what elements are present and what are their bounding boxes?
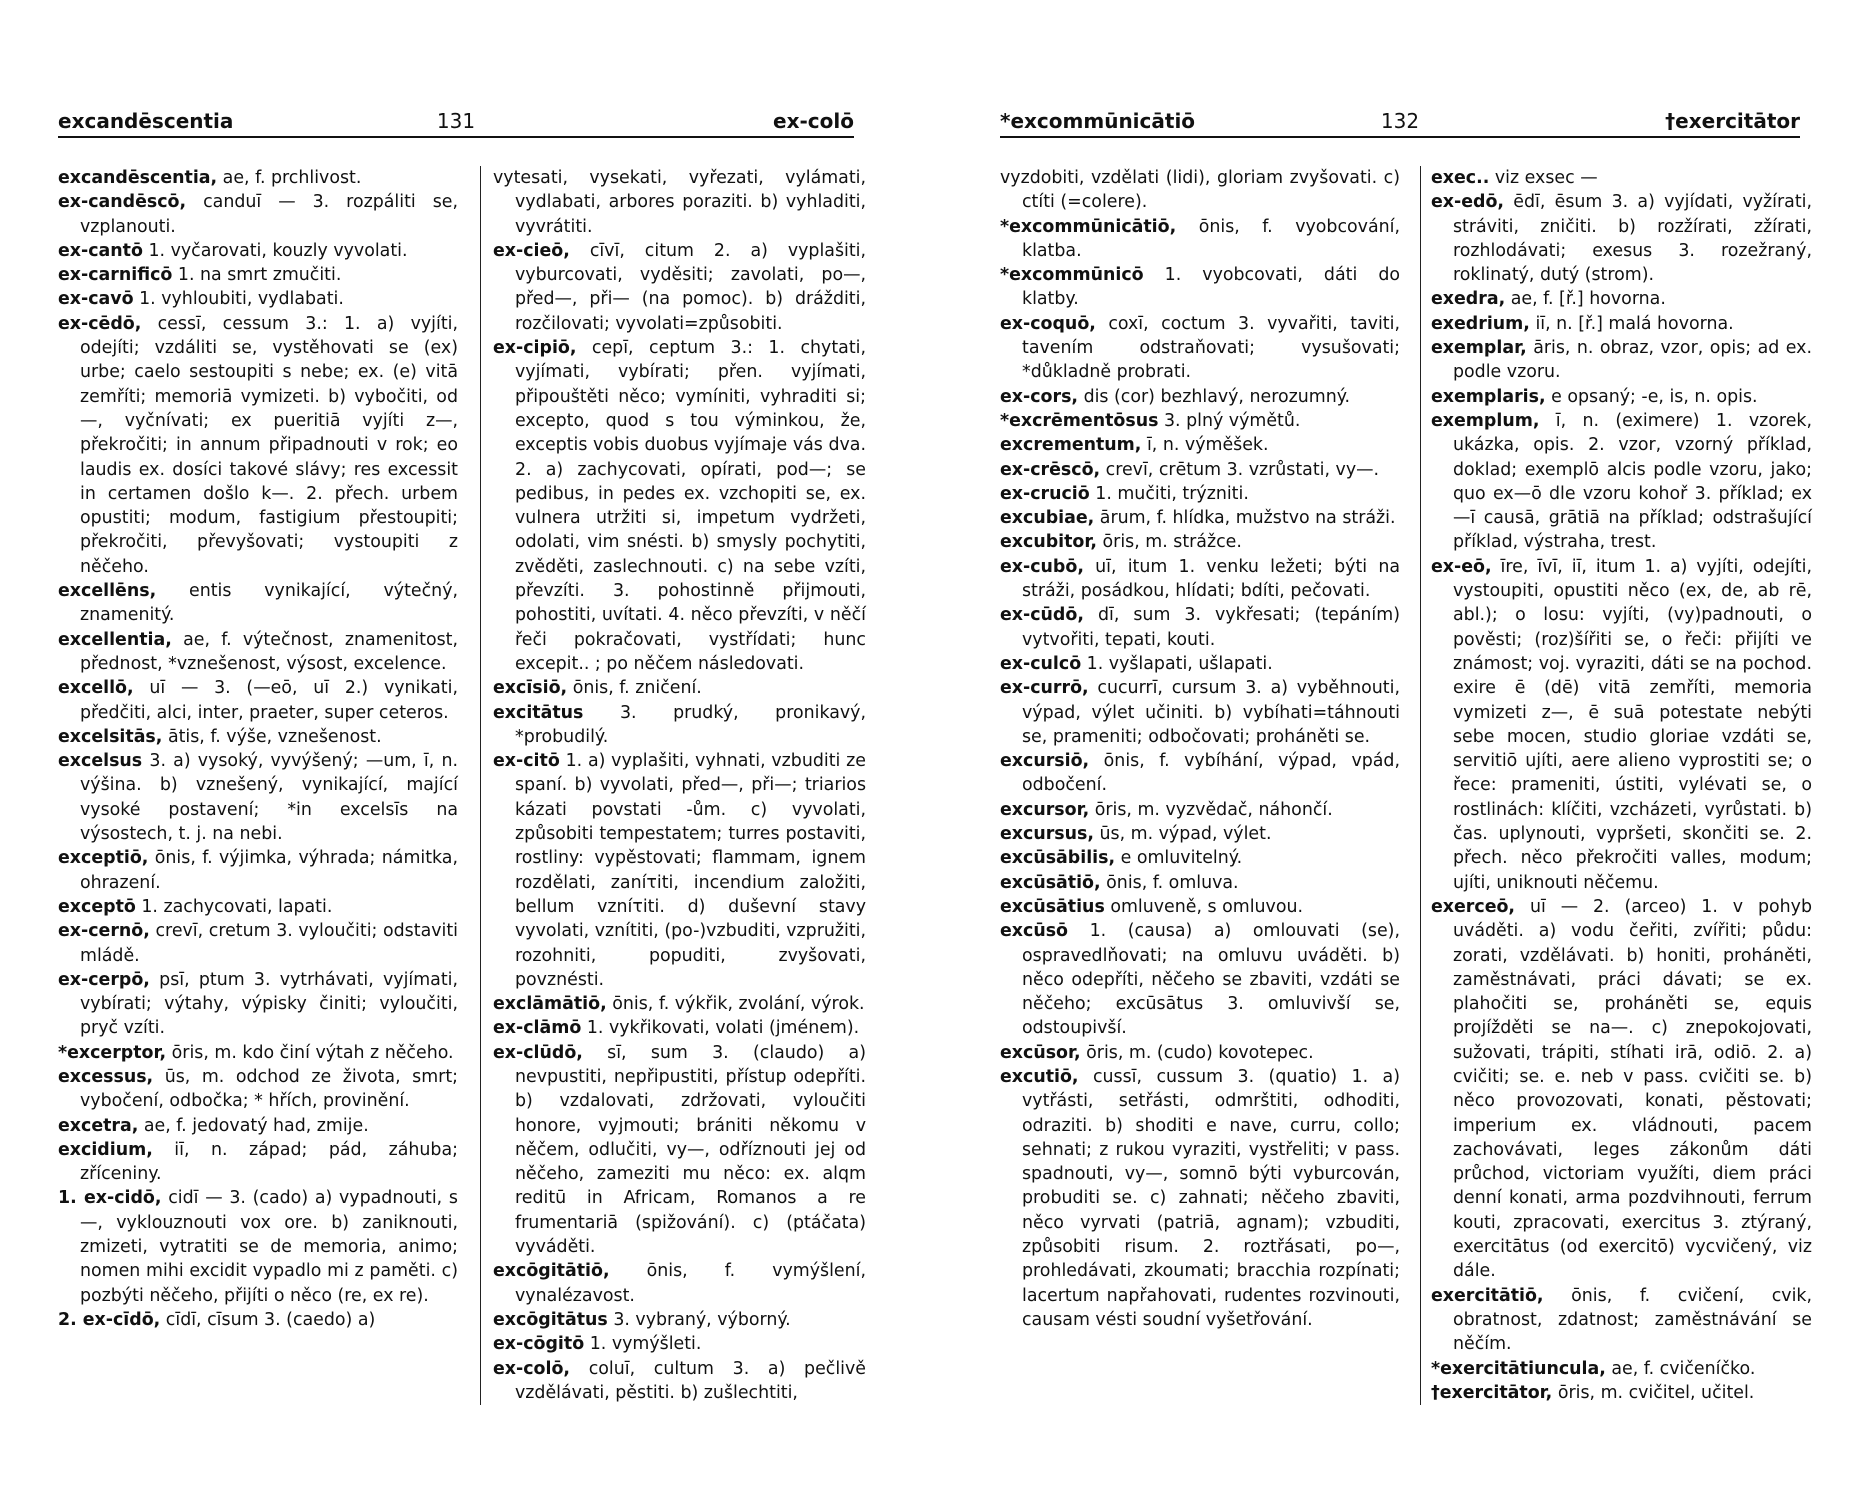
dictionary-entry xyxy=(493,701,866,750)
entry-definition: iī, n. [ř.] malá hovorna. xyxy=(1535,313,1734,334)
entry-headword: ex-cavō xyxy=(58,289,134,310)
dictionary-entry xyxy=(58,749,458,846)
dictionary-entry xyxy=(1000,482,1400,506)
entry-definition: 1. mučiti, trýzniti. xyxy=(1095,483,1249,504)
entry-headword: excūsātius xyxy=(1000,896,1105,917)
dictionary-entry xyxy=(1000,749,1400,798)
dictionary-entry xyxy=(1000,603,1400,652)
entry-definition: vyzdobiti, vzdělati (lidi), gloriam zvyšovati. c) ctíti (=colere). xyxy=(1000,168,1400,213)
entry-headword: ex-edō, xyxy=(1431,192,1505,213)
entry-headword: ex-candēscō, xyxy=(58,192,187,213)
entry-headword: excursor, xyxy=(1000,799,1090,820)
entry-definition: ūs, m. výpad, výlet. xyxy=(1099,824,1272,845)
dictionary-entry xyxy=(58,263,458,287)
entry-definition: āris, n. obraz, vzor, opis; ad ex. podle vzoru. xyxy=(1453,338,1813,383)
dictionary-entry xyxy=(58,895,458,919)
entry-definition: dis (cor) bezhlavý, nerozumný. xyxy=(1083,386,1351,407)
entry-definition: 1. vyhloubiti, vydlabati. xyxy=(139,289,344,310)
entry-definition: 1. (causa) a) omlouvati (se), ospravedlňovati; na omluvu uváděti. b) něco odepříti, něčeho se zbaviti, vzdáti se něčeho; excūsātus 3. omluvivší se, odstoupivší. xyxy=(1022,921,1400,1039)
header-first-entry: excandēscentia xyxy=(58,109,234,133)
entry-headword: ex-cubō, xyxy=(1000,556,1084,577)
entry-definition: omluveně, s omluvou. xyxy=(1110,896,1304,917)
entry-definition: ae, f. prchlivost. xyxy=(222,168,362,188)
left-page xyxy=(58,0,867,1500)
dictionary-entry xyxy=(1000,871,1400,895)
entry-headword: excandēscentia, xyxy=(58,168,218,188)
dictionary-entry xyxy=(58,725,458,749)
entry-definition: cidī — 3. (cado) a) vypadnouti, s—, vyklouznouti vox ore. b) zaniknouti, zmizeti, vytratiti se de memoria, animo; nomen mihi excidit vypadlo mi z paměti. c) pozbýti něčeho, přijíti o něco (re, ex re). xyxy=(80,1188,458,1306)
entry-headword: excubitor, xyxy=(1000,532,1097,553)
column xyxy=(480,166,866,1405)
dictionary-entry xyxy=(1000,895,1400,919)
dictionary-entry xyxy=(58,676,458,725)
entry-definition: entis vynikající, výtečný, znamenitý. xyxy=(80,581,459,626)
entry-headword: excōgitātus xyxy=(493,1309,608,1330)
entry-definition: coxī, coctum 3. vyvařiti, taviti, tavením odstraňovati; vysušovati; *důkladně probrati. xyxy=(1022,313,1400,383)
dictionary-entry xyxy=(1000,555,1400,604)
entry-headword: 1. ex-cidō, xyxy=(58,1188,162,1209)
entry-headword: ex-currō, xyxy=(1000,678,1089,699)
entry-definition: ārum, f. hlídka, mužstvo na stráži. xyxy=(1099,508,1396,529)
dictionary-entry xyxy=(493,749,866,992)
entry-headword: exceptō xyxy=(58,896,136,917)
entry-headword: ex-clāmō xyxy=(493,1018,582,1039)
entry-definition: coluī, cultum 3. a) pečlivě vzdělávati, pěstiti. b) zušlechtiti, xyxy=(515,1358,867,1403)
dictionary-entry xyxy=(493,1357,866,1406)
dictionary-entry xyxy=(1000,1041,1400,1065)
entry-headword: ex-cēdō, xyxy=(58,313,142,334)
entry-definition: 3. prudký, pronikavý, *probudilý. xyxy=(515,702,866,747)
entry-definition: 1. vyobcovati, dáti do klatby. xyxy=(1022,265,1401,310)
dictionary-entry xyxy=(1431,190,1812,287)
entry-headword: excellentia, xyxy=(58,629,172,650)
entry-definition: cīvī, citum 2. a) vyplašiti, vyburcovati, vyděsiti; zavolati, po—, před—, při— (na pomoc). b) drážditi, rozčilovati; vyvolati=způsobiti. xyxy=(515,240,867,334)
entry-headword: ex-coquō, xyxy=(1000,313,1096,334)
entry-definition: ōnis, f. vymýšlení, vynalézavost. xyxy=(515,1261,866,1306)
entry-headword: exercitātiō, xyxy=(1431,1285,1544,1306)
entry-definition: ae, f. [ř.] hovorna. xyxy=(1510,289,1666,310)
entry-definition: e opsaný; -e, is, n. opis. xyxy=(1551,386,1758,407)
entry-headword: exclāmātiō, xyxy=(493,994,607,1015)
dictionary-entry xyxy=(1431,895,1812,1284)
dictionary-entry xyxy=(58,919,458,968)
entry-definition: cussī, cussum 3. (quatio) 1. a) vytřásti, setřásti, odmrštiti, odhoditi, odraziti. b) shoditi e nave, curru, collo; sehnati; z rukou vyraziti, vystřeliti; v pass. spadnouti, vy—, somnō býti vyburcován, probuditi se. c) zahnati; něčeho zbaviti, něco vyrvati (patriā, agnam); vzbuditi, způsobiti risum. 2. roztřásati, po—, prohledávati, zkoumati; bracchia rozpínati; lacertum napřahovati, rudentes rozvinouti, causam vésti soudní vyšetřování. xyxy=(1022,1066,1400,1330)
entry-headword: excessus, xyxy=(58,1066,154,1087)
dictionary-entry xyxy=(1431,166,1812,190)
entry-definition: cepī, ceptum 3.: 1. chytati, vyjímati, vybírati; přen. vyjímati, připouštěti něco; vymíniti, vyhraditi si; excepto, quod s tou výminkou, že, exceptis vobis duobus vyjímaje vás dva. 2. a) zachycovati, opírati, pod—; se pedibus, in pedes ex. vzchopiti se, ex. vulnera utržiti si, impetum vydržeti, odolati, vim snésti. b) smysly pochytiti, zvěděti, zaslechnouti. c) na sebe vzíti, převzíti. 3. pohostinně přijmouti, pohostiti, uvítati. 4. něco převzíti, v něčí řeči pokračovati, vystřídati; hunc excepit.. ; po něčem následovati. xyxy=(515,338,866,674)
entry-headword: ex-cruciō xyxy=(1000,483,1090,504)
header-first-entry: *excommūnicātiō xyxy=(1000,109,1196,133)
entry-headword: excelsus xyxy=(58,751,143,772)
dictionary-entry xyxy=(493,239,866,336)
dictionary-entry xyxy=(1431,312,1812,336)
entry-headword: *excommūnicō xyxy=(1000,265,1144,286)
entry-headword: exerceō, xyxy=(1431,896,1516,917)
dictionary-entry xyxy=(58,239,458,263)
entry-definition: 1. vyšlapati, ušlapati. xyxy=(1086,653,1273,674)
entry-headword: †exercitātor, xyxy=(1431,1382,1553,1403)
dictionary-entry xyxy=(58,1041,458,1065)
dictionary-entry xyxy=(1000,798,1400,822)
entry-headword: exedrium, xyxy=(1431,313,1530,334)
dictionary-entry xyxy=(493,336,866,676)
dictionary-entry xyxy=(58,1065,458,1114)
header-last-entry: ex-colō xyxy=(773,109,854,133)
entry-headword: ex-eō, xyxy=(1431,556,1492,577)
entry-headword: excōgitātiō, xyxy=(493,1261,610,1282)
entry-headword: excursiō, xyxy=(1000,751,1090,772)
entry-headword: exedra, xyxy=(1431,289,1506,310)
dictionary-entry xyxy=(493,992,866,1016)
entry-headword: excrementum, xyxy=(1000,435,1142,456)
dictionary-entry xyxy=(58,287,458,311)
entry-headword: ex-cieō, xyxy=(493,240,570,261)
entry-headword: excūsor, xyxy=(1000,1042,1081,1063)
entry-headword: ex-cūdō, xyxy=(1000,605,1084,626)
entry-definition: ōnis, f. výkřik, zvolání, výrok. xyxy=(612,994,865,1015)
right-page xyxy=(1000,0,1813,1500)
dictionary-entry xyxy=(1000,215,1400,264)
page-header xyxy=(1000,106,1800,138)
header-last-entry: †exercitātor xyxy=(1665,109,1800,133)
entry-definition: ātis, f. výše, vznešenost. xyxy=(167,726,382,747)
dictionary-entry xyxy=(58,579,458,628)
dictionary-entry xyxy=(58,1186,458,1307)
entry-definition: 1. zachycovati, lapati. xyxy=(141,896,333,917)
entry-definition: ēdī, ēsum 3. a) vyjídati, vyžírati, stráviti, zničiti. b) rozžírati, zžírati, rozhlodávati; exesus 3. rozežraný, roklinatý, dutý (strom). xyxy=(1453,192,1812,286)
entry-definition: canduī — 3. rozpáliti se, vzplanouti. xyxy=(80,192,458,237)
entry-headword: excutiō, xyxy=(1000,1066,1079,1087)
dictionary-entry xyxy=(1431,1284,1812,1357)
dictionary-entry xyxy=(1000,433,1400,457)
entry-definition: ōris, m. cvičitel, učitel. xyxy=(1557,1382,1755,1403)
entry-headword: ex-citō xyxy=(493,751,560,772)
entry-headword: exemplaris, xyxy=(1431,386,1546,407)
dictionary-entry xyxy=(58,1138,458,1187)
dictionary-entry xyxy=(58,628,458,677)
entry-definition: ae, f. výtečnost, znamenitost, přednost, *vznešenost, výsost, excelence. xyxy=(80,629,458,674)
dictionary-entry xyxy=(1000,822,1400,846)
dictionary-entry xyxy=(1000,1065,1400,1332)
dictionary-entry xyxy=(1000,409,1400,433)
dictionary-entry xyxy=(58,846,458,895)
entry-headword: excidium, xyxy=(58,1139,153,1160)
entry-headword: excursus, xyxy=(1000,824,1094,845)
entry-definition: iī, n. západ; pád, záhuba; zříceniny. xyxy=(80,1139,458,1185)
dictionary-entry xyxy=(1431,409,1812,555)
entry-headword: excellēns, xyxy=(58,581,157,602)
dictionary-entry xyxy=(1431,336,1812,385)
entry-headword: ex-cors, xyxy=(1000,386,1079,407)
column xyxy=(1420,166,1812,1405)
dictionary-entry xyxy=(1000,458,1400,482)
entry-definition: ae, f. cvičeníčko. xyxy=(1611,1358,1756,1379)
entry-definition: ī, n. (eximere) 1. vzorek, ukázka, opis. 2. vzor, vzorný příklad, doklad; exemplō alcis podle vzoru, jako; quo ex—ō dle vzoru kohoř 3. příklad; ex—ī causā, grātiā na příklad; odstrašující příklad, výstraha, trest. xyxy=(1453,410,1812,553)
entry-definition: ōris, m. vyzvědač, náhončí. xyxy=(1094,799,1333,820)
entry-definition: sī, sum 3. (claudo) a) nevpustiti, nepřipustiti, přístup odepříti. b) vzdalovati, zdržovati, vyloučiti honore, vyjmouti; brániti někomu v něčem, odlučiti, vy—, odříznouti jej od něčeho, zameziti mu něco: ex. alqm reditū in Africam, Romanos a re frumentariā (spižování). c) (ptáčata) vyváděti. xyxy=(515,1042,866,1258)
entry-definition: 3. a) vysoký, vyvýšený; —um, ī, n. výšina. b) vznešený, vynikající, mající vysoké postavení; *in excelsīs na výsostech, t. j. na nebi. xyxy=(80,751,458,845)
dictionary-entry xyxy=(1000,846,1400,870)
dictionary-entry xyxy=(58,190,458,239)
entry-headword: ex-cerpō, xyxy=(58,969,150,990)
dictionary-entry xyxy=(58,968,458,1041)
entry-headword: ex-clūdō, xyxy=(493,1042,583,1063)
entry-headword: 2. ex-cīdō, xyxy=(58,1309,161,1330)
entry-headword: exceptiō, xyxy=(58,848,149,869)
entry-headword: *excerptor, xyxy=(58,1042,167,1063)
entry-definition: psī, ptum 3. vytrhávati, vyjímati, vybírati; výtahy, výpisky činiti; vyloučiti, pryč vzíti. xyxy=(80,969,459,1039)
entry-definition: vytesati, vysekati, vyřezati, vylámati, vydlabati, arbores poraziti. b) vyhladiti, vyvrátiti. xyxy=(493,168,866,237)
entry-definition: e omluvitelný. xyxy=(1120,848,1243,869)
entry-definition: uī — 3. (—eō, uī 2.) vynikati, předčiti, alci, inter, praeter, super ceteros. xyxy=(80,678,458,723)
entry-definition: ōris, m. strážce. xyxy=(1102,532,1242,553)
entry-headword: ex-cantō xyxy=(58,240,143,261)
entry-definition: viz exsec — xyxy=(1494,168,1598,188)
dictionary-entry xyxy=(493,1308,866,1332)
page-header xyxy=(58,106,854,138)
entry-definition: ae, f. jedovatý had, zmije. xyxy=(143,1115,369,1136)
dictionary-entry xyxy=(493,1259,866,1308)
entry-definition: 1. vyčarovati, kouzly vyvolati. xyxy=(148,240,408,261)
dictionary-entry xyxy=(1431,385,1812,409)
entry-definition: ōris, m. (cudo) kovotepec. xyxy=(1086,1042,1314,1063)
entry-definition: ōnis, f. cvičení, cvik, obratnost, zdatnost; zaměstnávání se něčím. xyxy=(1453,1285,1813,1355)
dictionary-entry xyxy=(58,1114,458,1138)
entry-definition: ī, n. výměšek. xyxy=(1146,435,1269,456)
dictionary-entry xyxy=(58,312,458,579)
entry-headword: ex-cōgitō xyxy=(493,1334,585,1355)
entry-definition: 1. vymýšleti. xyxy=(589,1334,702,1355)
entry-headword: exemplum, xyxy=(1431,410,1540,431)
entry-definition: ōnis, f. zničení. xyxy=(572,678,702,699)
entry-definition: ōnis, f. omluva. xyxy=(1106,872,1239,893)
dictionary-entry xyxy=(58,1308,458,1332)
entry-headword: excīsiō, xyxy=(493,678,568,699)
dictionary-entry xyxy=(1000,385,1400,409)
entry-definition: 3. vybraný, výborný. xyxy=(613,1309,791,1330)
entry-definition: 1. na smrt zmučiti. xyxy=(177,265,342,286)
entry-definition: īre, īvī, iī, itum 1. a) vyjíti, odejíti, vystoupiti, opustiti něco (ex, de, ab rē, abl.); o losu: vyjíti, (vy)padnouti, o pověsti; (roz)šířiti se, o řeči: přijíti ve známost; voj. vyraziti, dáti se na pochod. exire ē (dē) vitā zemříti, memoria vymizeti z—, ē suā potestate nebýti sebe mocen, studio gloriae vzdáti se, servitiō ujíti, aere alieno vyprostiti se; o řece: prameniti, ústiti, vylévati se, o rostlinách: klíčiti, vzcházeti, vyrůstati. b) čas. uplynouti, vypršeti, skončiti se. 2. přech. něco překročiti valles, modum; ujíti, uniknouti něčemu. xyxy=(1453,556,1812,893)
dictionary-entry xyxy=(493,1332,866,1356)
dictionary-entry xyxy=(493,166,866,239)
entry-definition: crevī, cretum 3. vyloučiti; odstaviti mládě. xyxy=(80,921,458,966)
entry-headword: ex-cipiō, xyxy=(493,338,577,359)
entry-definition: 1. a) vyplašiti, vyhnati, vzbuditi ze spaní. b) vyvolati, před—, při—; triarios kázati povstati -ům. c) vyvolati, způsobiti tempestatem; turres postaviti, rostliny: vypěstovati; flammam, ignem rozdělati, zaníτiti, incendium založiti, bellum vzníτiti. d) duševní stavy vyvolati, vznítiti, (po-)vzbuditi, vzpružiti, rozohniti, popuditi, zvyšovati, povznésti. xyxy=(515,751,867,990)
column xyxy=(1000,166,1400,1332)
entry-definition: ōnis, f. výjimka, výhrada; námitka, ohrazení. xyxy=(80,848,458,893)
entry-definition: 3. plný výmětů. xyxy=(1163,410,1301,431)
entry-headword: ex-carnificō xyxy=(58,265,173,286)
dictionary-entry xyxy=(1431,1357,1812,1381)
dictionary-entry xyxy=(1431,287,1812,311)
entry-definition: ūs, m. odchod ze života, smrt; vybočení, odbočka; * hřích, provinění. xyxy=(80,1066,458,1112)
entry-headword: excūsābilis, xyxy=(1000,848,1116,869)
entry-definition: ōnis, f. vybíhání, výpad, vpád, odbočení. xyxy=(1022,751,1400,796)
entry-definition: dī, sum 3. vykřesati; (tepáním) vytvořiti, tepati, kouti. xyxy=(1022,605,1400,650)
dictionary-entry xyxy=(1000,166,1400,215)
dictionary-entry xyxy=(58,166,458,190)
entry-definition: uī — 2. (arceo) 1. v pohyb uváděti. a) vodu čeřiti, zvířiti; půdu: zorati, vzdělávati. b) honiti, proháněti, zaměstnávati, práci dávati; se ex. plahočiti se, proháněti se, equis projížděti se na—. c) znepokojovati, sužovati, trápiti, stíhati irā, odiō. 2. a) cvičiti; se. e. neb v pass. cvičiti se. b) něco provozovati, konati, pěstovati; imperium ex. vládnouti, pacem zachovávati, leges zákonům dáti průchod, victoriam využíti, diem práci denní konati, arma pozdvihnouti, ferrum kouti, zpracovati, exercitus 3. ztýraný, exercitātus (od exercitō) vycvičený, viz dále. xyxy=(1453,896,1812,1282)
entry-headword: *exercitātiuncula, xyxy=(1431,1358,1606,1379)
entry-headword: ex-colō, xyxy=(493,1358,571,1379)
entry-headword: *excrēmentōsus xyxy=(1000,410,1159,431)
entry-definition: cīdī, cīsum 3. (caedo) a) xyxy=(165,1309,376,1330)
entry-headword: excitātus xyxy=(493,702,584,723)
entry-definition: uī, itum 1. venku ležeti; býti na stráži, posádkou, hlídati; bdíti, pečovati. xyxy=(1022,556,1400,602)
entry-definition: cessī, cessum 3.: 1. a) vyjíti, odejíti; vzdáliti se, vystěhovati se (ex) urbe; caelo sestoupiti s nebe; ex. (e) vitā zemříti; memoriā vymizeti. b) vybočiti, od—, vyčnívati; ex pueritiā vyjíti z—, překročiti; in annum připadnouti v rok; eo laudis ex. dosíci takové slávy; res excessit in certamen došlo k—. 2. přech. urbem opustiti; modum, fastigium přestoupiti; překročiti, převyšovati; vystoupiti z něčeho. xyxy=(80,313,458,577)
entry-headword: excellō, xyxy=(58,678,134,699)
entry-definition: cucurrī, cursum 3. a) vyběhnouti, výpad, výlet učiniti. b) vybíhati=táhnouti se, prameniti; odbočovati; proháněti se. xyxy=(1022,678,1400,747)
entry-definition: 1. vykřikovati, volati (jménem). xyxy=(586,1018,860,1039)
entry-headword: exemplar, xyxy=(1431,338,1527,359)
dictionary-entry xyxy=(1000,312,1400,385)
entry-headword: ex-cernō, xyxy=(58,921,150,942)
dictionary-entry xyxy=(1000,652,1400,676)
entry-headword: excelsitās, xyxy=(58,726,163,747)
page-number: 132 xyxy=(1380,109,1420,133)
entry-headword: excūsātiō, xyxy=(1000,872,1101,893)
entry-headword: exec.. xyxy=(1431,168,1490,188)
entry-definition: crevī, crētum 3. vzrůstati, vy—. xyxy=(1105,459,1380,480)
dictionary-entry xyxy=(1000,919,1400,1040)
dictionary-entry xyxy=(1000,530,1400,554)
dictionary-entry xyxy=(493,1041,866,1260)
entry-definition: ōris, m. kdo činí výtah z něčeho. xyxy=(171,1042,454,1063)
entry-definition: ōnis, f. vyobcování, klatba. xyxy=(1022,216,1400,261)
entry-headword: *excommūnicātiō, xyxy=(1000,216,1177,237)
entry-headword: ex-crēscō, xyxy=(1000,459,1101,480)
entry-headword: excūsō xyxy=(1000,921,1069,942)
entry-headword: ex-culcō xyxy=(1000,653,1082,674)
dictionary-entry xyxy=(1431,1381,1812,1405)
column xyxy=(58,166,458,1332)
dictionary-entry xyxy=(1000,506,1400,530)
entry-headword: excubiae, xyxy=(1000,508,1095,529)
dictionary-entry xyxy=(493,676,866,700)
dictionary-entry xyxy=(1000,676,1400,749)
dictionary-entry xyxy=(1000,263,1400,312)
entry-headword: excetra, xyxy=(58,1115,139,1136)
page-number: 131 xyxy=(436,109,476,133)
dictionary-entry xyxy=(1431,555,1812,895)
dictionary-entry xyxy=(493,1016,866,1040)
